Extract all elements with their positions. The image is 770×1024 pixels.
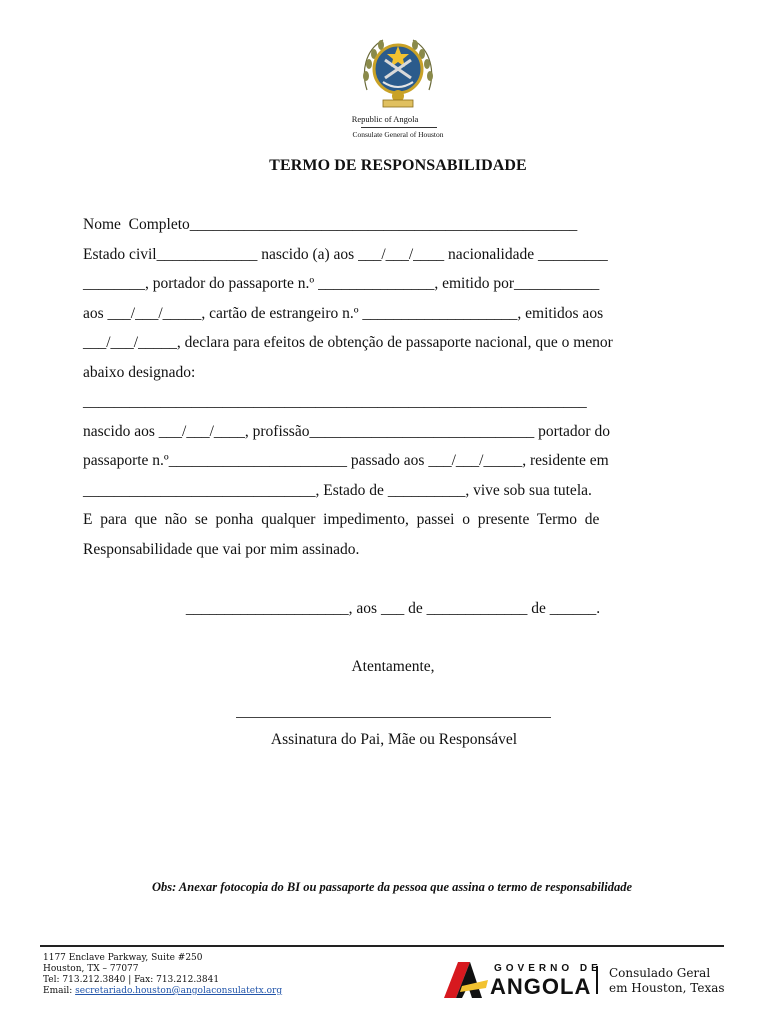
form-line-minor-designated: abaixo designado: [83, 364, 196, 381]
date-place-line: _____________________, aos ___ de _____________ de ______. [185, 600, 601, 617]
footer-email-label: Email: [43, 986, 76, 996]
form-line-statement: E para que não se ponha qualquer impedimento, passei o presente Termo de [83, 511, 600, 528]
document-title: TERMO DE RESPONSABILIDADE [269, 157, 527, 174]
footer-phones: Tel: 713.212.3840 | Fax: 713.212.3841 [43, 975, 220, 985]
form-line-declaration: ___/___/_____, declara para efeitos de obtenção de passaporte nacional, que o menor [83, 334, 613, 351]
footer-divider [40, 945, 724, 947]
governo-de-angola-logo-icon [442, 958, 490, 998]
signature-label: Assinatura do Pai, Mãe ou Responsável [270, 731, 518, 748]
form-line-foreigner-card: aos ___/___/_____, cartão de estrangeiro n.º ____________________, emitidos aos [83, 305, 604, 322]
form-line-full-name: Nome Completo__________________________________________________ [83, 216, 578, 233]
footer-logo-separator [596, 966, 598, 994]
consulate-line2: em Houston, Texas [609, 981, 725, 995]
footer-email-link[interactable]: secretariado.houston@angolaconsulatetx.org [75, 986, 283, 996]
footer-email-row [43, 986, 282, 996]
header-divider [361, 127, 437, 128]
header-country: Republic of Angola [351, 114, 419, 124]
form-line-minor-name: _________________________________________________________________ [83, 393, 587, 410]
consulate-line1: Consulado Geral [609, 966, 711, 980]
header-consulate: Consulate General of Houston [352, 130, 444, 139]
signature-line [236, 717, 551, 718]
form-line-statement-end: Responsabilidade que vai por mim assinado. [83, 541, 360, 558]
form-line-civil-status: Estado civil_____________ nascido (a) aos ___/___/____ nacionalidade _________ [83, 246, 608, 263]
form-line-minor-passport: passaporte n.º_______________________ passado aos ___/___/_____, residente em [83, 452, 609, 469]
angola-coat-of-arms-icon [357, 32, 439, 112]
form-line-minor-birth: nascido aos ___/___/____, profissão_____________________________ portador do [83, 423, 610, 440]
form-line-passport: ________, portador do passaporte n.º _______________, emitido por___________ [83, 275, 600, 292]
gov-logo-bottom-text: ANGOLA [490, 974, 592, 999]
form-line-residence: ______________________________, Estado de __________, vive sob sua tutela. [83, 482, 592, 499]
footer-address-line1: 1177 Enclave Parkway, Suite #250 [43, 953, 203, 963]
gov-logo-top-text: GOVERNO DE [494, 963, 602, 974]
observation-note: Obs: Anexar fotocopia do BI ou passaporte da pessoa que assina o termo de responsabilidade [151, 880, 633, 894]
closing-text: Atentamente, [351, 658, 435, 675]
footer-address-line2: Houston, TX – 77077 [43, 964, 139, 974]
